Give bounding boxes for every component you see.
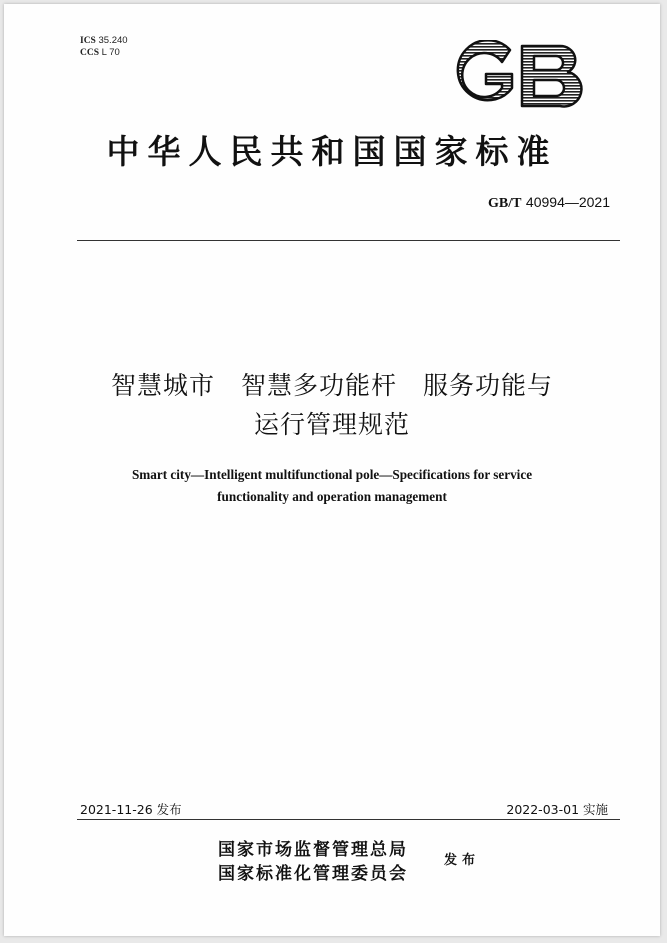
header-divider <box>77 240 620 241</box>
english-title-line2: functionality and operation management <box>217 489 447 504</box>
ics-label: ICS <box>80 36 96 46</box>
classification-codes <box>80 35 128 59</box>
ics-value: 35.240 <box>98 35 128 46</box>
ccs-code <box>80 47 128 59</box>
ccs-value: L 70 <box>101 47 120 58</box>
issuer-samr: 国家市场监督管理总局 <box>218 840 408 860</box>
document-title-line1: 智慧城市 智慧多功能杆 服务功能与 <box>110 371 553 400</box>
issue-label: 发布 <box>444 853 481 868</box>
implementation-date: 2022-03-01 实施 <box>506 802 608 817</box>
issuer-sac: 国家标准化管理委员会 <box>218 864 408 884</box>
english-title-line1: Smart city—Intelligent multifunctional pole—Specifications for service <box>131 467 533 482</box>
document-title <box>4 366 660 444</box>
standard-type-title: 中华人民共和国国家标准 <box>106 132 558 171</box>
standard-code-number: 40994—2021 <box>525 194 610 210</box>
standard-code-prefix: GB/T <box>488 196 522 211</box>
footer-divider <box>77 819 620 820</box>
publication-date: 2021-11-26 发布 <box>80 802 182 817</box>
issuing-authorities <box>218 838 408 886</box>
gb-logo <box>448 40 588 112</box>
document-title-line2: 运行管理规范 <box>253 410 410 439</box>
standard-cover-page <box>4 4 660 936</box>
ics-code <box>80 35 128 47</box>
standard-code <box>488 194 610 212</box>
english-title <box>4 464 660 508</box>
ccs-label: CCS <box>80 48 100 58</box>
